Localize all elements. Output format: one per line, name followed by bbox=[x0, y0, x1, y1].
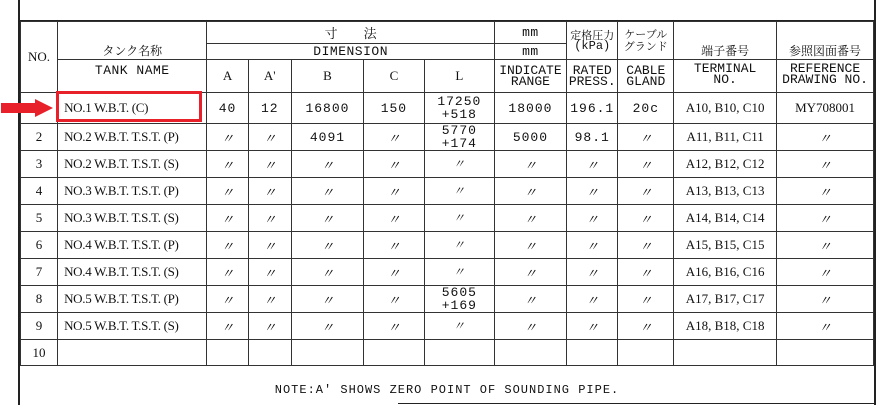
dim-a: 〃 bbox=[207, 124, 248, 151]
dim-a: 〃 bbox=[207, 178, 248, 205]
rated-press: 〃 bbox=[566, 151, 618, 178]
tank-name: NO.5 W.B.T. T.S.T. (P) bbox=[58, 286, 207, 313]
tank-spec-table bbox=[20, 21, 874, 366]
reference-ja: 参照図面番号 bbox=[789, 44, 862, 58]
table-row bbox=[21, 124, 874, 151]
dim-b: 〃 bbox=[291, 178, 363, 205]
indicate-range: 〃 bbox=[494, 259, 566, 286]
cable-gland: 〃 bbox=[618, 313, 674, 340]
terminal-no: A17, B17, C17 bbox=[674, 286, 777, 313]
dim-a-prime: 〃 bbox=[248, 151, 291, 178]
dim-l-value: 〃 bbox=[452, 237, 466, 252]
dim-l-value: 5770 bbox=[441, 123, 477, 138]
dim-a bbox=[207, 340, 248, 366]
indicate-range: 〃 bbox=[494, 178, 566, 205]
dim-a: 〃 bbox=[207, 232, 248, 259]
gland-label: GLAND bbox=[626, 74, 666, 89]
dim-l bbox=[424, 178, 494, 205]
header-row-3 bbox=[21, 60, 874, 93]
dim-l bbox=[424, 151, 494, 178]
indicate-range: 18000 bbox=[494, 93, 566, 124]
cable-gland: 〃 bbox=[618, 232, 674, 259]
dim-l-value: 5605 bbox=[441, 285, 477, 300]
reference-ja-header bbox=[777, 22, 874, 60]
dim-b: 〃 bbox=[291, 151, 363, 178]
reference-drawing: 〃 bbox=[777, 151, 874, 178]
tank-name-en: TANK NAME bbox=[58, 60, 207, 93]
row-no: 5 bbox=[21, 205, 58, 232]
reference-drawing: 〃 bbox=[777, 178, 874, 205]
indicate-range: 〃 bbox=[494, 151, 566, 178]
dim-b: 4091 bbox=[291, 124, 363, 151]
terminal-no: A15, B15, C15 bbox=[674, 232, 777, 259]
dim-a: 〃 bbox=[207, 313, 248, 340]
dim-a: 〃 bbox=[207, 286, 248, 313]
dim-a-prime: 12 bbox=[248, 93, 291, 124]
dim-c: 〃 bbox=[364, 313, 425, 340]
dim-b: 〃 bbox=[291, 259, 363, 286]
dimension-en-header: DIMENSION bbox=[207, 44, 494, 60]
terminal-no: A18, B18, C18 bbox=[674, 313, 777, 340]
table-row bbox=[21, 286, 874, 313]
rated-press-ja-header bbox=[566, 22, 618, 60]
cable-label: CABLE bbox=[626, 63, 666, 78]
dim-b: 〃 bbox=[291, 232, 363, 259]
indicate-range: 5000 bbox=[494, 124, 566, 151]
dim-l bbox=[424, 313, 494, 340]
note-text: NOTE:A' SHOWS ZERO POINT OF SOUNDING PIPE. bbox=[274, 383, 620, 397]
indicate-range: 〃 bbox=[494, 232, 566, 259]
reference-drawing: 〃 bbox=[777, 313, 874, 340]
cable-gland: 〃 bbox=[618, 259, 674, 286]
dim-l-value: 〃 bbox=[452, 318, 466, 333]
indicate-range: 〃 bbox=[494, 313, 566, 340]
reference-drawing: MY708001 bbox=[777, 93, 874, 124]
header-row-1 bbox=[21, 22, 874, 44]
tank-name: NO.3 W.B.T. T.S.T. (P) bbox=[58, 178, 207, 205]
terminal-no bbox=[674, 340, 777, 366]
drawing-no-label: DRAWING NO. bbox=[782, 72, 868, 87]
dim-c: 〃 bbox=[364, 205, 425, 232]
rated-press: 〃 bbox=[566, 205, 618, 232]
mm-header-en: mm bbox=[494, 44, 566, 60]
dim-c: 〃 bbox=[364, 259, 425, 286]
rated-press: 98.1 bbox=[566, 124, 618, 151]
terminal-label: TERMINAL bbox=[693, 61, 757, 76]
dim-a: 〃 bbox=[207, 259, 248, 286]
rated-press: 〃 bbox=[566, 232, 618, 259]
row-no: 7 bbox=[21, 259, 58, 286]
rated-ja: 定格圧力 bbox=[570, 28, 615, 42]
rated-press bbox=[566, 340, 618, 366]
dimension-ja: 寸 法 bbox=[324, 27, 377, 42]
rated-label: RATED bbox=[572, 63, 612, 78]
rated-unit: (kPa) bbox=[574, 38, 611, 53]
dim-c: 〃 bbox=[364, 124, 425, 151]
dim-l bbox=[424, 205, 494, 232]
dim-l-value: 〃 bbox=[452, 156, 466, 171]
dim-l bbox=[424, 259, 494, 286]
tank-name-ja: タンク名称 bbox=[102, 44, 163, 58]
terminal-no-label: NO. bbox=[713, 72, 737, 87]
terminal-ja-header bbox=[674, 22, 777, 60]
dim-c: 〃 bbox=[364, 178, 425, 205]
terminal-no: A11, B11, C11 bbox=[674, 124, 777, 151]
dim-a-prime: 〃 bbox=[248, 232, 291, 259]
indicate-range-header bbox=[494, 60, 566, 93]
dim-b bbox=[291, 340, 363, 366]
row-highlight-box bbox=[56, 91, 202, 122]
cable-gland: 〃 bbox=[618, 178, 674, 205]
tank-name: NO.3 W.B.T. T.S.T. (S) bbox=[58, 205, 207, 232]
col-b-header: B bbox=[291, 60, 363, 93]
rated-press: 〃 bbox=[566, 313, 618, 340]
dim-l-value: 〃 bbox=[452, 264, 466, 279]
reference-drawing: 〃 bbox=[777, 124, 874, 151]
dim-a-prime: 〃 bbox=[248, 178, 291, 205]
reference-drawing bbox=[777, 340, 874, 366]
dim-l bbox=[424, 340, 494, 366]
dim-c: 〃 bbox=[364, 232, 425, 259]
dim-a: 〃 bbox=[207, 151, 248, 178]
rated-press-en-header bbox=[566, 60, 618, 93]
dim-a-prime: 〃 bbox=[248, 124, 291, 151]
dim-a-prime: 〃 bbox=[248, 313, 291, 340]
dim-c: 150 bbox=[364, 93, 425, 124]
title-block-line bbox=[398, 403, 876, 404]
mm-header-ja: mm bbox=[494, 22, 566, 44]
cable-gland: 〃 bbox=[618, 205, 674, 232]
cable-ja-2: グランド bbox=[623, 39, 668, 53]
dim-c: 〃 bbox=[364, 151, 425, 178]
cable-gland bbox=[618, 340, 674, 366]
rated-press: 〃 bbox=[566, 178, 618, 205]
dim-l-value: 〃 bbox=[452, 210, 466, 225]
tank-name: NO.2 W.B.T. T.S.T. (P) bbox=[58, 124, 207, 151]
range-label: RANGE bbox=[510, 74, 550, 89]
tank-name-header bbox=[58, 22, 207, 60]
dim-b: 16800 bbox=[291, 93, 363, 124]
terminal-no: A12, B12, C12 bbox=[674, 151, 777, 178]
indicate-range bbox=[494, 340, 566, 366]
cable-gland: 〃 bbox=[618, 151, 674, 178]
table-row bbox=[21, 313, 874, 340]
terminal-no: A13, B13, C13 bbox=[674, 178, 777, 205]
cable-gland-en-header bbox=[618, 60, 674, 93]
dim-l-value: 〃 bbox=[452, 183, 466, 198]
dim-b: 〃 bbox=[291, 286, 363, 313]
row-no: 6 bbox=[21, 232, 58, 259]
rated-press: 〃 bbox=[566, 286, 618, 313]
dim-b: 〃 bbox=[291, 313, 363, 340]
col-c-header: C bbox=[364, 60, 425, 93]
table-row bbox=[21, 205, 874, 232]
dim-a-prime: 〃 bbox=[248, 286, 291, 313]
rated-press: 196.1 bbox=[566, 93, 618, 124]
cable-ja: ケーブル bbox=[624, 27, 668, 41]
terminal-en-header bbox=[674, 60, 777, 93]
indicate-range: 〃 bbox=[494, 286, 566, 313]
terminal-ja: 端子番号 bbox=[701, 44, 750, 58]
dim-a-prime: 〃 bbox=[248, 205, 291, 232]
indicate-label: INDICATE bbox=[499, 63, 562, 78]
cable-gland: 〃 bbox=[618, 124, 674, 151]
table-row bbox=[21, 178, 874, 205]
dim-l bbox=[424, 232, 494, 259]
dim-a-prime bbox=[248, 340, 291, 366]
col-l-header: L bbox=[424, 60, 494, 93]
dim-l bbox=[424, 93, 494, 124]
reference-drawing: 〃 bbox=[777, 232, 874, 259]
tank-name: NO.4 W.B.T. T.S.T. (S) bbox=[58, 259, 207, 286]
reference-drawing: 〃 bbox=[777, 205, 874, 232]
row-no: 9 bbox=[21, 313, 58, 340]
rated-press: 〃 bbox=[566, 259, 618, 286]
reference-label: REFERENCE bbox=[789, 61, 861, 76]
no-header: NO. bbox=[21, 22, 58, 93]
col-a-header: A bbox=[207, 60, 248, 93]
table-row bbox=[21, 151, 874, 178]
cable-gland: 20c bbox=[618, 93, 674, 124]
tank-name: NO.5 W.B.T. T.S.T. (S) bbox=[58, 313, 207, 340]
table-row bbox=[21, 232, 874, 259]
dim-l bbox=[424, 286, 494, 313]
cable-gland-ja-header bbox=[618, 22, 674, 60]
dimension-ja-header bbox=[207, 22, 494, 44]
col-a-prime-header: A' bbox=[248, 60, 291, 93]
terminal-no: A16, B16, C16 bbox=[674, 259, 777, 286]
pointer-arrow-icon bbox=[1, 99, 53, 117]
table-row bbox=[21, 340, 874, 366]
row-no: 2 bbox=[21, 124, 58, 151]
press-label: PRESS. bbox=[568, 74, 616, 89]
table-row bbox=[21, 259, 874, 286]
dim-l-offset: +174 bbox=[441, 136, 477, 151]
dim-a-prime: 〃 bbox=[248, 259, 291, 286]
reference-en-header bbox=[777, 60, 874, 93]
terminal-no: A14, B14, C14 bbox=[674, 205, 777, 232]
reference-drawing: 〃 bbox=[777, 286, 874, 313]
tank-name: NO.1 W.B.T. (C) bbox=[58, 93, 207, 124]
dim-l-offset: +169 bbox=[441, 298, 477, 313]
terminal-no: A10, B10, C10 bbox=[674, 93, 777, 124]
cable-gland: 〃 bbox=[618, 286, 674, 313]
tank-name: NO.2 W.B.T. T.S.T. (S) bbox=[58, 151, 207, 178]
row-no: 4 bbox=[21, 178, 58, 205]
dim-b: 〃 bbox=[291, 205, 363, 232]
dim-a: 40 bbox=[207, 93, 248, 124]
dim-l-offset: +518 bbox=[441, 107, 477, 122]
reference-drawing: 〃 bbox=[777, 259, 874, 286]
dim-l-value: 17250 bbox=[437, 94, 482, 109]
dim-c: 〃 bbox=[364, 286, 425, 313]
row-no: 8 bbox=[21, 286, 58, 313]
tank-name: NO.4 W.B.T. T.S.T. (P) bbox=[58, 232, 207, 259]
dim-l bbox=[424, 124, 494, 151]
tank-name bbox=[58, 340, 207, 366]
row-no: 10 bbox=[21, 340, 58, 366]
dim-c bbox=[364, 340, 425, 366]
indicate-range: 〃 bbox=[494, 205, 566, 232]
dim-a: 〃 bbox=[207, 205, 248, 232]
row-no: 3 bbox=[21, 151, 58, 178]
